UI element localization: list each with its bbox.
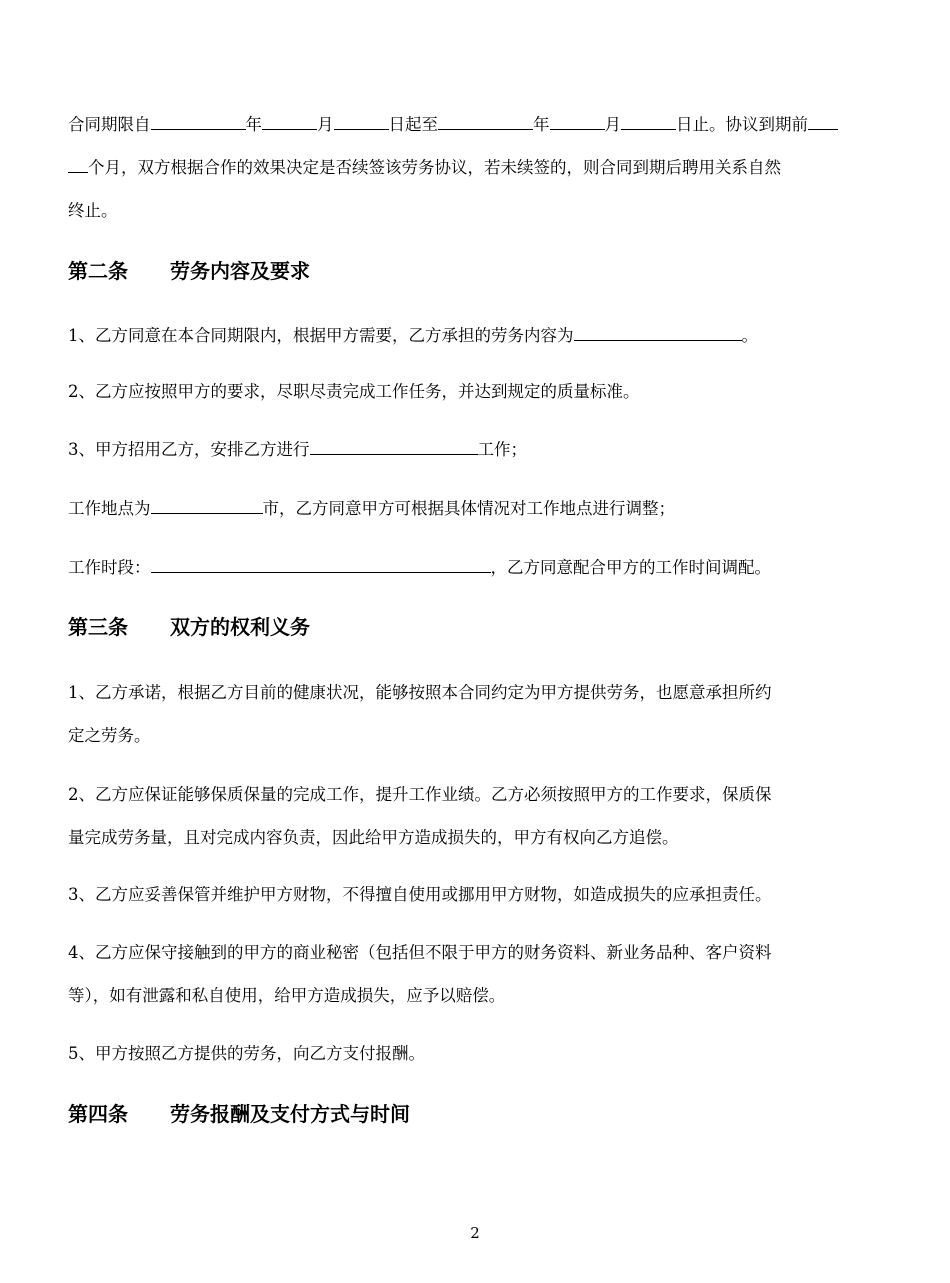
start-month-blank[interactable] bbox=[262, 115, 317, 130]
article-2-item-2 bbox=[68, 370, 883, 413]
item-3-text: 3、乙方应妥善保管并维护甲方财物，不得擅自使用或挪用甲方财物，如造成损失的应承担责任。 bbox=[68, 885, 772, 904]
hours-text: ，乙方同意配合甲方的工作时间调配。 bbox=[490, 558, 771, 577]
end-day-blank[interactable] bbox=[621, 115, 676, 130]
item-4-line-2: 等），如有泄露和私自使用，给甲方造成损失，应予以赔偿。 bbox=[68, 986, 506, 1005]
year-unit: 年 bbox=[533, 115, 550, 134]
location-text: 市，乙方同意甲方可根据具体情况对工作地点进行调整； bbox=[262, 499, 675, 518]
item-2-text: 2、乙方应按照甲方的要求，尽职尽责完成工作任务，并达到规定的质量标准。 bbox=[68, 382, 640, 401]
article-2-number: 第二条 bbox=[68, 259, 128, 283]
day-to-text: 日止。协议到期前 bbox=[676, 115, 808, 134]
start-year-blank[interactable] bbox=[151, 115, 246, 130]
article-2-item-1 bbox=[68, 314, 883, 357]
months-before-blank-b[interactable] bbox=[68, 158, 88, 173]
work-type-blank[interactable] bbox=[310, 440, 478, 455]
article-2-item-3 bbox=[68, 428, 883, 471]
article-3-heading bbox=[68, 612, 883, 642]
end-year-blank[interactable] bbox=[438, 115, 533, 130]
work-location-line bbox=[68, 487, 883, 530]
article-4-number: 第四条 bbox=[68, 1102, 128, 1126]
article-4-heading bbox=[68, 1099, 883, 1129]
year-unit: 年 bbox=[245, 115, 262, 134]
renewal-text: 个月，双方根据合作的效果决定是否续签该劳务协议，若未续签的，则合同到期后聘用关系自然 bbox=[88, 158, 781, 177]
article-3-number: 第三条 bbox=[68, 615, 128, 639]
contract-term-paragraph bbox=[68, 103, 883, 232]
article-3-item-2 bbox=[68, 773, 883, 859]
hours-label: 工作时段： bbox=[68, 558, 151, 577]
article-2-title: 劳务内容及要求 bbox=[170, 259, 310, 283]
item-4-line-1: 4、乙方应保守接触到的甲方的商业秘密（包括但不限于甲方的财务资料、新业务品种、客户资料 bbox=[68, 943, 772, 962]
item-3-text: 3、甲方招用乙方，安排乙方进行 bbox=[68, 440, 310, 459]
item-1-end: 。 bbox=[741, 326, 758, 345]
page-number: 2 bbox=[470, 1224, 480, 1242]
contract-term-line-2 bbox=[68, 146, 883, 189]
item-1-line-2: 定之劳务。 bbox=[68, 726, 151, 745]
article-3-item-3 bbox=[68, 873, 883, 916]
contract-term-label: 合同期限自 bbox=[68, 115, 151, 134]
work-hours-line bbox=[68, 546, 883, 589]
article-3-item-1 bbox=[68, 671, 883, 757]
article-3-item-5 bbox=[68, 1032, 883, 1075]
month-unit: 月 bbox=[317, 115, 334, 134]
day-from-text: 日起至 bbox=[388, 115, 438, 134]
item-5-text: 5、甲方按照乙方提供的劳务，向乙方支付报酬。 bbox=[68, 1044, 425, 1063]
location-label: 工作地点为 bbox=[68, 499, 151, 518]
article-4-title: 劳务报酬及支付方式与时间 bbox=[170, 1102, 410, 1126]
contract-term-line-3: 终止。 bbox=[68, 201, 118, 220]
article-3-item-4 bbox=[68, 931, 883, 1017]
months-before-blank-a[interactable] bbox=[808, 115, 838, 130]
work-city-blank[interactable] bbox=[151, 499, 263, 514]
month-unit: 月 bbox=[604, 115, 621, 134]
item-2-line-1: 2、乙方应保证能够保质保量的完成工作，提升工作业绩。乙方必须按照甲方的工作要求，保质保 bbox=[68, 785, 772, 804]
work-hours-blank[interactable] bbox=[151, 558, 491, 573]
service-content-blank[interactable] bbox=[574, 326, 742, 341]
end-month-blank[interactable] bbox=[550, 115, 605, 130]
item-1-text: 1、乙方同意在本合同期限内，根据甲方需要，乙方承担的劳务内容为 bbox=[68, 326, 574, 345]
item-2-line-2: 量完成劳务量，且对完成内容负责，因此给甲方造成损失的，甲方有权向乙方追偿。 bbox=[68, 828, 679, 847]
item-3-end: 工作； bbox=[477, 440, 527, 459]
article-3-title: 双方的权利义务 bbox=[170, 615, 310, 639]
contract-term-line-1 bbox=[68, 103, 883, 146]
article-2-heading bbox=[68, 256, 883, 286]
start-day-blank[interactable] bbox=[334, 115, 389, 130]
item-1-line-1: 1、乙方承诺，根据乙方目前的健康状况，能够按照本合同约定为甲方提供劳务，也愿意承担所约 bbox=[68, 683, 772, 702]
